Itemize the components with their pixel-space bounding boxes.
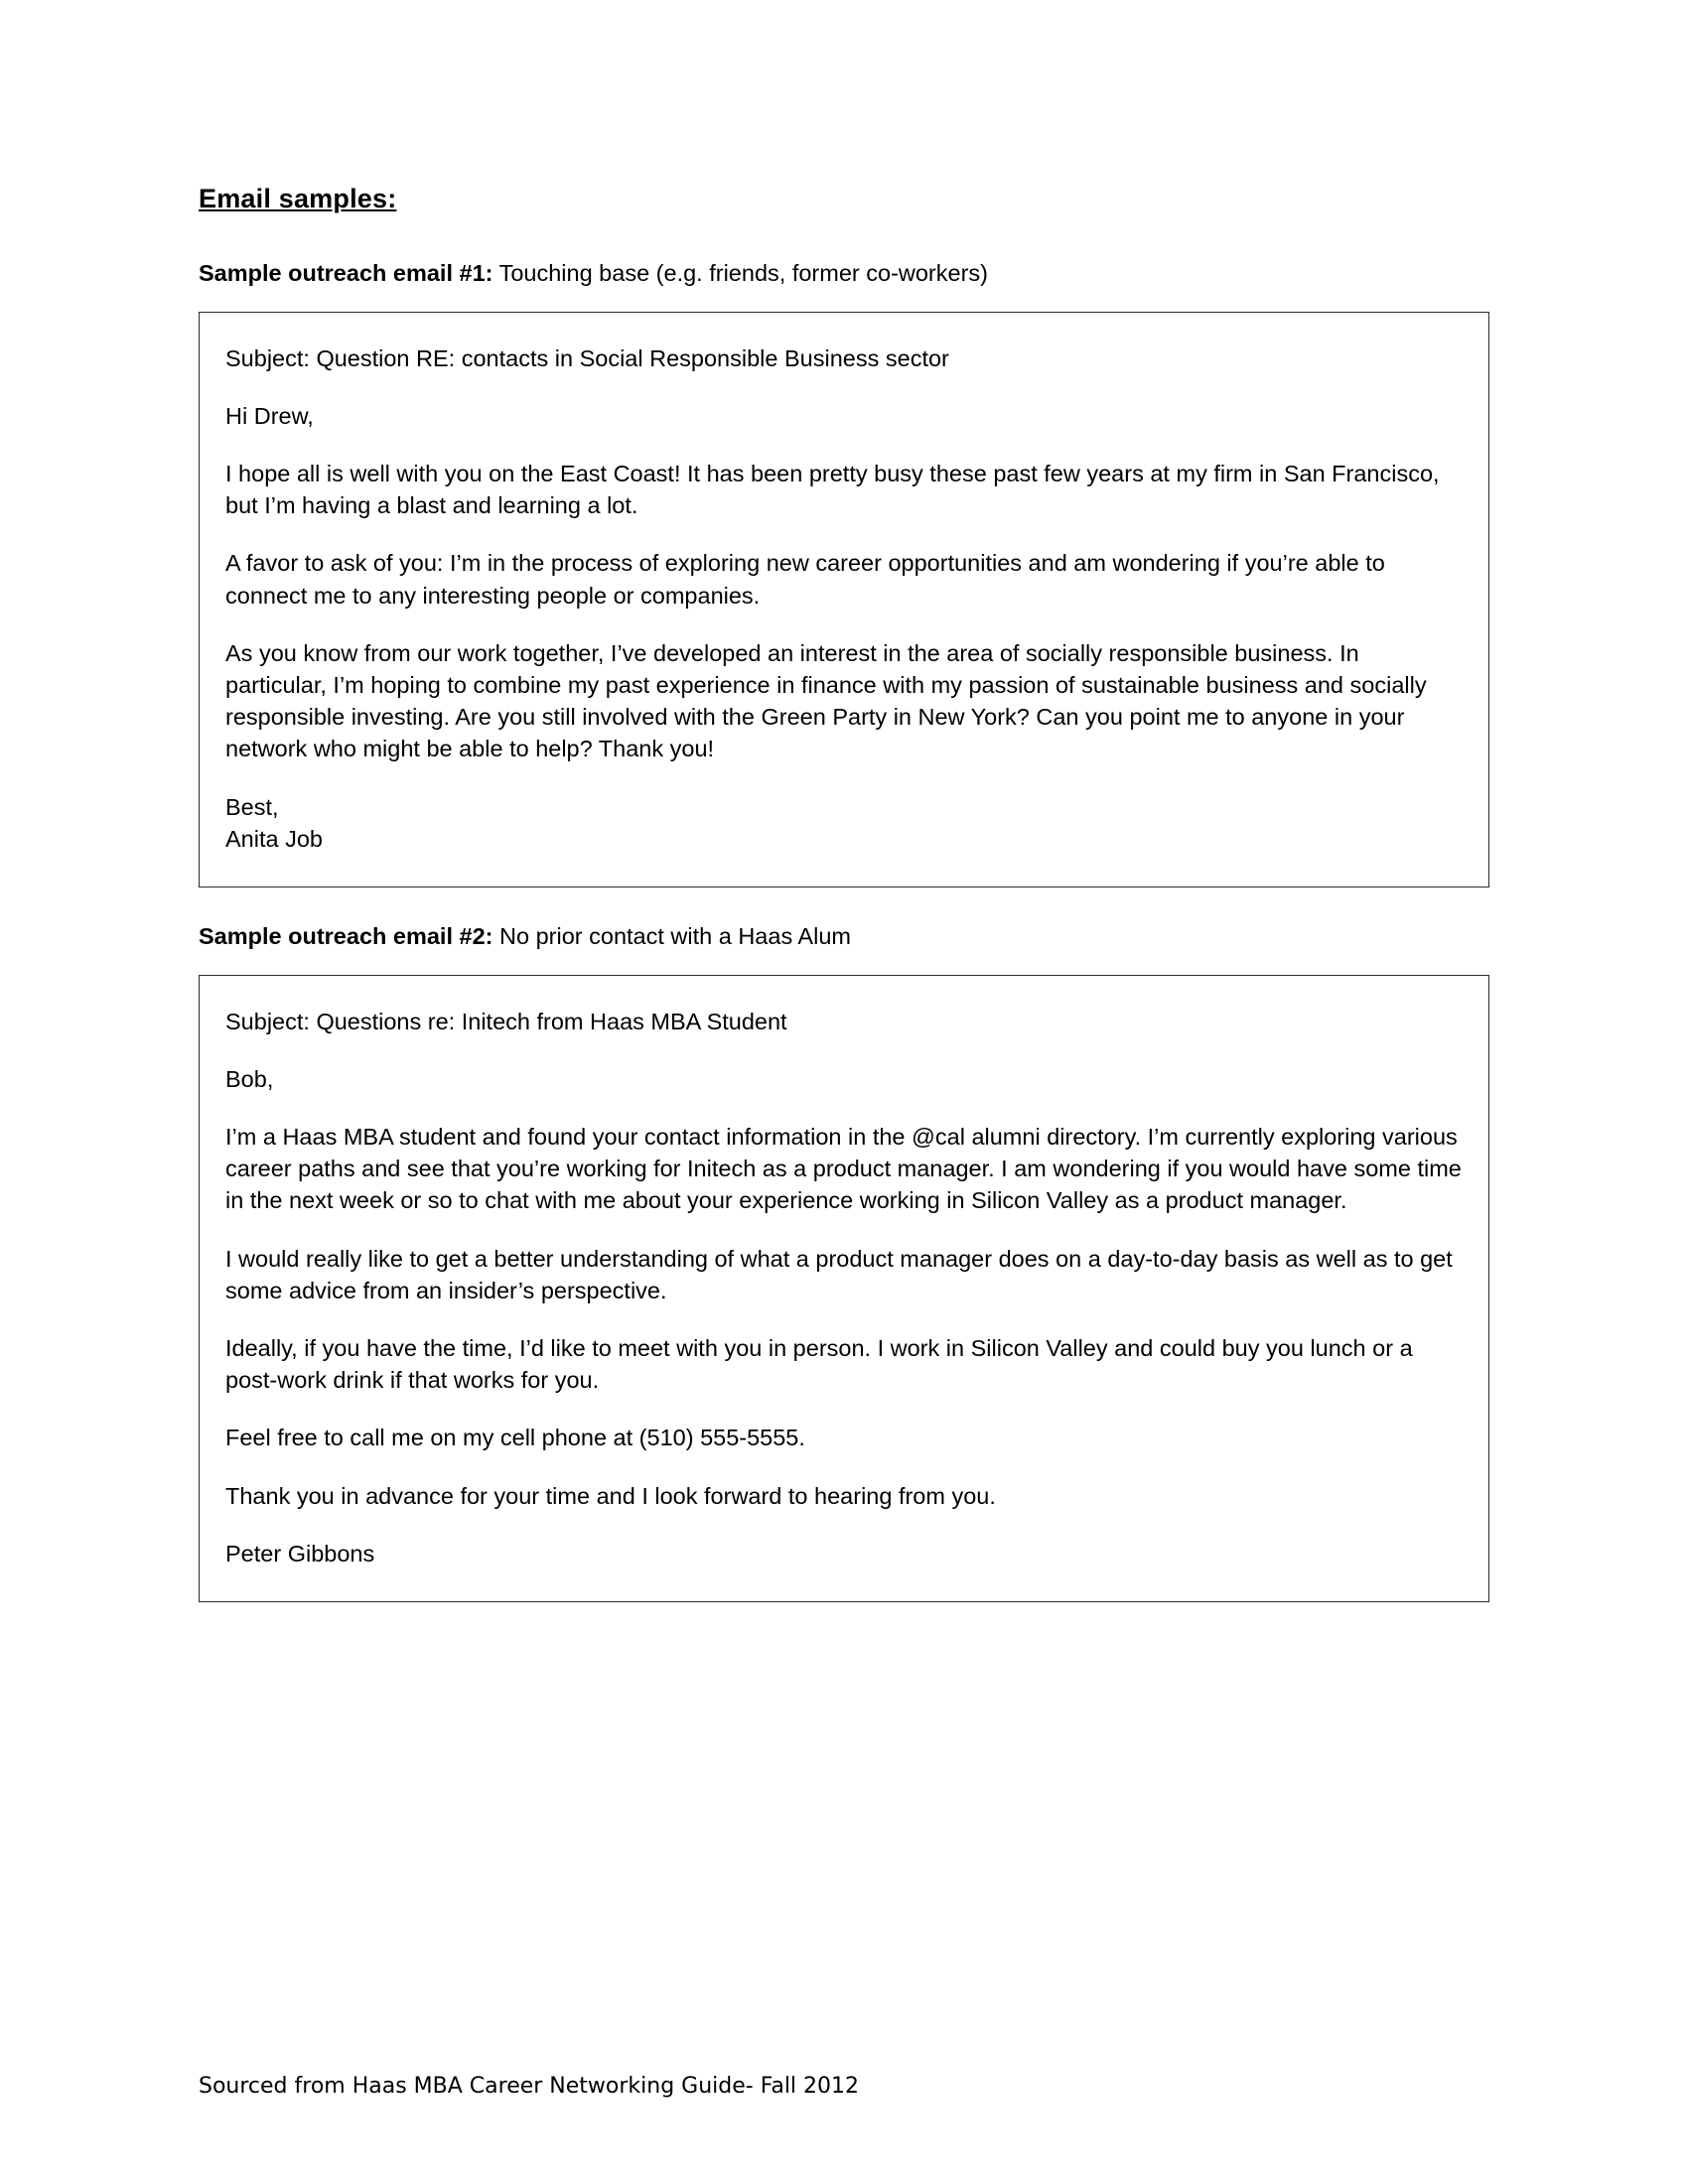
email-1-subject: Subject: Question RE: contacts in Social Responsible Business sector xyxy=(225,344,949,371)
email-2-greeting: Bob, xyxy=(225,1065,274,1092)
email-sample-1-box xyxy=(199,312,1489,887)
sample-2-label-bold: Sample outreach email #2: xyxy=(199,922,493,949)
sample-2-label xyxy=(199,921,1489,953)
email-2-signature: Peter Gibbons xyxy=(225,1540,375,1567)
email-2-paragraph-3: Ideally, if you have the time, I’d like to meet with you in person. I work in Silicon Valley and could buy you lunch or a post-work drink if that works for you. xyxy=(225,1335,1413,1394)
email-1-paragraph-3: As you know from our work together, I’ve developed an interest in the area of socially responsible business. In particular, I’m hoping to combine my past experience in finance with my passion of sustainable business and socially responsible investing. Are you still involved with the Green Party in New York? Can you point me to anyone in your network who might be able to help? Thank you! xyxy=(225,639,1427,762)
email-2-paragraph-4: Feel free to call me on my cell phone at (510) 555-5555. xyxy=(225,1425,805,1451)
sample-1-label-rest: Touching base (e.g. friends, former co-workers) xyxy=(492,260,988,286)
email-2-paragraph-1: I’m a Haas MBA student and found your contact information in the @cal alumni directory. I’m currently exploring various career paths and see that you’re working for Initech as a product manager. I am wondering if you would have some time in the next week or so to chat with me about your experience working in Silicon Valley as a product manager. xyxy=(225,1124,1462,1214)
sample-1-label xyxy=(199,258,1489,290)
sample-1-label-bold: Sample outreach email #1: xyxy=(199,260,493,286)
email-2-paragraph-5: Thank you in advance for your time and I look forward to hearing from you. xyxy=(225,1482,996,1509)
email-1-closing: Best, xyxy=(225,793,279,820)
email-1-closing-block xyxy=(225,791,1463,855)
email-1-greeting: Hi Drew, xyxy=(225,402,314,429)
email-sample-2-box xyxy=(199,975,1489,1602)
section-spacer xyxy=(199,887,1489,921)
email-2-paragraph-2: I would really like to get a better understanding of what a product manager does on a day-to-day basis as well as to get some advice from an insider’s perspective. xyxy=(225,1245,1453,1303)
sample-2-label-rest: No prior contact with a Haas Alum xyxy=(492,922,851,949)
email-2-subject: Subject: Questions re: Initech from Haas MBA Student xyxy=(225,1008,787,1034)
email-1-paragraph-1: I hope all is well with you on the East Coast! It has been pretty busy these past few years at my firm in San Francisco, but I’m having a blast and learning a lot. xyxy=(225,461,1440,519)
email-1-paragraph-2: A favor to ask of you: I’m in the process of exploring new career opportunities and am wondering if you’re able to connect me to any interesting people or companies. xyxy=(225,550,1385,609)
page-title: Email samples: xyxy=(199,184,397,213)
email-1-signature: Anita Job xyxy=(225,825,323,852)
page-footer: Sourced from Haas MBA Career Networking Guide- Fall 2012 xyxy=(199,2074,860,2099)
